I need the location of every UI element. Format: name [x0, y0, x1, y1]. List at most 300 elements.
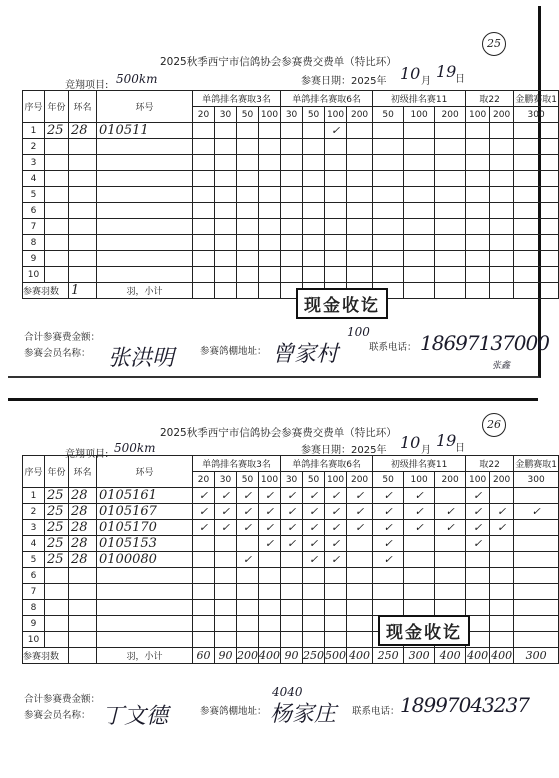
group-header: 取22	[466, 91, 514, 107]
table-row	[23, 123, 559, 139]
entry-checkmark	[237, 568, 259, 584]
entry-checkmark	[514, 568, 559, 584]
project-label: 竞翔项目:	[65, 80, 109, 91]
count-value	[69, 648, 97, 664]
entry-checkmark	[237, 203, 259, 219]
row-prefix	[69, 171, 97, 187]
amount-header: 30	[281, 107, 303, 123]
entry-checkmark	[514, 155, 559, 171]
entry-checkmark	[404, 235, 435, 251]
group-header: 单鸽排名赛取6名	[281, 91, 373, 107]
entry-checkmark	[514, 187, 559, 203]
entry-checkmark	[281, 155, 303, 171]
subtotal-value: 300	[514, 648, 559, 664]
entry-checkmark	[193, 139, 215, 155]
entry-checkmark: ✓	[466, 536, 490, 552]
table-row	[23, 632, 559, 648]
entry-checkmark: ✓	[435, 520, 466, 536]
entry-checkmark	[303, 203, 325, 219]
entry-checkmark	[466, 584, 490, 600]
row-no: 4	[23, 171, 45, 187]
entry-checkmark	[466, 171, 490, 187]
entry-checkmark	[215, 187, 237, 203]
entry-checkmark: ✓	[193, 488, 215, 504]
entry-checkmark	[259, 139, 281, 155]
col-header-ring-no: 环号	[97, 456, 193, 488]
table-row	[23, 584, 559, 600]
entry-checkmark	[435, 123, 466, 139]
subtotal-value	[404, 283, 435, 299]
entry-checkmark	[303, 251, 325, 267]
entry-checkmark	[435, 536, 466, 552]
row-year: 25	[45, 488, 69, 504]
subtotal-value: 90	[215, 648, 237, 664]
entry-checkmark	[215, 139, 237, 155]
entry-checkmark: ✓	[237, 504, 259, 520]
entry-checkmark	[347, 155, 373, 171]
entry-checkmark	[435, 568, 466, 584]
entry-checkmark	[490, 267, 514, 283]
entry-checkmark	[347, 552, 373, 568]
entry-checkmark	[435, 171, 466, 187]
row-ring	[97, 219, 193, 235]
entry-checkmark	[215, 123, 237, 139]
amount-header: 100	[259, 107, 281, 123]
member-label: 参赛会员名称：	[24, 710, 91, 721]
entry-checkmark	[215, 568, 237, 584]
entry-checkmark	[347, 187, 373, 203]
subtotal-value: 90	[281, 648, 303, 664]
row-prefix	[69, 632, 97, 648]
entry-checkmark	[466, 155, 490, 171]
entry-checkmark: ✓	[347, 504, 373, 520]
entry-checkmark	[466, 187, 490, 203]
entry-checkmark	[259, 203, 281, 219]
entry-checkmark	[490, 155, 514, 171]
entry-checkmark	[514, 520, 559, 536]
entry-checkmark	[404, 203, 435, 219]
entry-checkmark	[404, 219, 435, 235]
row-ring	[97, 155, 193, 171]
row-year	[45, 235, 69, 251]
entry-checkmark	[347, 616, 373, 632]
amount-header: 300	[514, 472, 559, 488]
entry-checkmark	[303, 155, 325, 171]
entry-checkmark	[373, 139, 404, 155]
entry-checkmark	[215, 155, 237, 171]
row-no: 9	[23, 251, 45, 267]
fee-form-1	[8, 6, 557, 378]
group-header: 金鹏赛取1	[514, 91, 559, 107]
amount-header: 20	[193, 107, 215, 123]
entry-checkmark	[373, 600, 404, 616]
entry-checkmark	[325, 219, 347, 235]
entry-checkmark	[259, 552, 281, 568]
subtotal-value: 200	[237, 649, 258, 662]
row-year: 25	[45, 552, 69, 568]
total-label: 合计参赛费金额：	[24, 332, 101, 343]
entry-checkmark: ✓	[259, 520, 281, 536]
row-no: 6	[23, 203, 45, 219]
row-ring	[97, 616, 193, 632]
subtotal-value: 400	[467, 649, 489, 662]
header-row	[23, 456, 559, 472]
entry-checkmark	[514, 203, 559, 219]
amount-header: 100	[404, 472, 435, 488]
entry-checkmark: ✓	[347, 488, 373, 504]
table-row	[23, 568, 559, 584]
entry-checkmark	[193, 251, 215, 267]
entry-checkmark: ✓	[303, 520, 325, 536]
phone-value: 18697137000	[420, 331, 549, 355]
entry-checkmark	[281, 139, 303, 155]
entry-checkmark	[303, 123, 325, 139]
row-prefix	[69, 155, 97, 171]
amount-header: 200	[347, 472, 373, 488]
entry-checkmark	[215, 203, 237, 219]
entry-checkmark: ✓	[193, 504, 215, 520]
group-header: 单鸽排名赛取6名	[281, 456, 373, 472]
entry-checkmark	[514, 235, 559, 251]
entry-checkmark	[373, 235, 404, 251]
entry-checkmark	[404, 123, 435, 139]
entry-checkmark	[347, 568, 373, 584]
date-month: 10	[400, 433, 421, 452]
entry-checkmark	[404, 568, 435, 584]
entry-checkmark	[325, 584, 347, 600]
entry-checkmark	[237, 139, 259, 155]
col-header-year: 年份	[45, 91, 69, 123]
entry-checkmark	[435, 155, 466, 171]
row-year	[45, 171, 69, 187]
entry-checkmark	[435, 600, 466, 616]
entry-checkmark	[435, 235, 466, 251]
entry-checkmark	[466, 552, 490, 568]
entry-checkmark	[325, 203, 347, 219]
entry-checkmark: ✓	[215, 488, 237, 504]
amount-header: 30	[215, 472, 237, 488]
row-prefix	[69, 251, 97, 267]
entry-checkmark	[404, 187, 435, 203]
row-year: 25	[45, 123, 69, 139]
entry-checkmark	[490, 552, 514, 568]
amount-header: 300	[514, 107, 559, 123]
row-ring: 0105170	[97, 520, 193, 536]
entry-checkmark	[514, 616, 559, 632]
row-year: 25	[45, 520, 69, 536]
loft-label: 参赛鸽棚地址：	[200, 346, 267, 357]
entry-checkmark: ✓	[303, 504, 325, 520]
group-header: 初级排名赛11	[373, 91, 466, 107]
table-row	[23, 520, 559, 536]
entry-checkmark	[490, 123, 514, 139]
entry-checkmark: ✓	[373, 504, 404, 520]
entry-checkmark: ✓	[435, 504, 466, 520]
entry-checkmark	[347, 139, 373, 155]
entry-checkmark	[259, 123, 281, 139]
fee-table	[22, 90, 559, 299]
entry-checkmark	[215, 267, 237, 283]
entry-checkmark	[347, 235, 373, 251]
entry-checkmark	[193, 536, 215, 552]
subtotal-value: 250	[303, 649, 325, 662]
entry-checkmark	[281, 123, 303, 139]
entry-checkmark	[281, 584, 303, 600]
row-year	[45, 600, 69, 616]
entry-checkmark	[404, 267, 435, 283]
entry-checkmark	[325, 616, 347, 632]
row-year	[45, 616, 69, 632]
row-no: 1	[23, 123, 45, 139]
entry-checkmark	[490, 584, 514, 600]
entry-checkmark: ✓	[281, 536, 303, 552]
entry-checkmark	[325, 267, 347, 283]
entry-checkmark: ✓	[325, 488, 347, 504]
amount-header: 50	[373, 107, 404, 123]
entry-checkmark	[404, 251, 435, 267]
entry-checkmark	[373, 203, 404, 219]
entry-checkmark	[466, 235, 490, 251]
member-value: 丁文德	[102, 704, 169, 729]
entry-checkmark	[215, 600, 237, 616]
entry-checkmark: ✓	[237, 552, 259, 568]
entry-checkmark	[237, 584, 259, 600]
entry-checkmark	[193, 267, 215, 283]
row-ring	[97, 584, 193, 600]
entry-checkmark	[435, 584, 466, 600]
row-prefix	[69, 203, 97, 219]
row-ring: 0105161	[97, 488, 193, 504]
table-row	[23, 504, 559, 520]
entry-checkmark	[325, 187, 347, 203]
row-no: 7	[23, 219, 45, 235]
row-prefix	[69, 219, 97, 235]
entry-checkmark: ✓	[215, 504, 237, 520]
entry-checkmark	[404, 155, 435, 171]
entry-checkmark: ✓	[490, 504, 514, 520]
entry-checkmark	[435, 203, 466, 219]
entry-checkmark: ✓	[325, 536, 347, 552]
entry-checkmark	[466, 123, 490, 139]
entry-checkmark	[514, 552, 559, 568]
entry-checkmark	[237, 600, 259, 616]
amount-header: 100	[325, 107, 347, 123]
entry-checkmark	[259, 632, 281, 648]
entry-checkmark	[281, 235, 303, 251]
subtotal-value	[514, 283, 559, 299]
subtotal-value: 300	[404, 648, 435, 664]
amount-header: 50	[303, 472, 325, 488]
entry-checkmark: ✓	[325, 123, 347, 139]
entry-checkmark	[373, 171, 404, 187]
table-row	[23, 267, 559, 283]
count-label: 参赛羽数	[23, 648, 69, 664]
date-day-label: 日	[455, 443, 465, 454]
form-title: 2025秋季西宁市信鸽协会参赛费交费单（特比环）	[160, 427, 397, 439]
subtotal-value: 400	[259, 649, 281, 662]
row-no: 6	[23, 568, 45, 584]
entry-checkmark	[281, 632, 303, 648]
row-ring	[97, 203, 193, 219]
row-no: 10	[23, 632, 45, 648]
row-no: 3	[23, 155, 45, 171]
subtotal-value: 500	[325, 649, 347, 662]
entry-checkmark	[325, 171, 347, 187]
row-prefix: 28	[69, 123, 97, 139]
count-unit: 羽，小计	[97, 648, 193, 664]
col-header-no: 序号	[23, 456, 45, 488]
row-year	[45, 584, 69, 600]
row-year	[45, 251, 69, 267]
entry-checkmark	[193, 187, 215, 203]
subtotal-value	[466, 283, 490, 299]
row-ring	[97, 632, 193, 648]
loft-value: 曾家村	[272, 342, 339, 367]
amount-header: 200	[347, 107, 373, 123]
entry-checkmark	[303, 267, 325, 283]
row-year	[45, 203, 69, 219]
entry-checkmark	[490, 139, 514, 155]
entry-checkmark	[435, 251, 466, 267]
entry-checkmark	[303, 139, 325, 155]
entry-checkmark: ✓	[404, 504, 435, 520]
entry-checkmark	[303, 171, 325, 187]
entry-checkmark	[281, 552, 303, 568]
entry-checkmark	[373, 568, 404, 584]
entry-checkmark: ✓	[215, 520, 237, 536]
entry-checkmark: ✓	[281, 488, 303, 504]
entry-checkmark: ✓	[193, 520, 215, 536]
entry-checkmark	[237, 123, 259, 139]
entry-checkmark: ✓	[325, 520, 347, 536]
entry-checkmark	[514, 171, 559, 187]
entry-checkmark: ✓	[259, 504, 281, 520]
date-month: 10	[400, 64, 421, 83]
entry-checkmark	[193, 203, 215, 219]
entry-checkmark: ✓	[325, 504, 347, 520]
member-value: 张洪明	[108, 346, 175, 371]
row-no: 9	[23, 616, 45, 632]
amount-header: 20	[193, 472, 215, 488]
entry-checkmark	[514, 267, 559, 283]
entry-checkmark	[281, 616, 303, 632]
entry-checkmark	[466, 251, 490, 267]
entry-checkmark	[281, 251, 303, 267]
subtotal-value	[259, 283, 281, 299]
entry-checkmark	[303, 235, 325, 251]
entry-checkmark	[237, 632, 259, 648]
table-row	[23, 219, 559, 235]
entry-checkmark	[435, 552, 466, 568]
entry-checkmark	[259, 616, 281, 632]
entry-checkmark	[404, 171, 435, 187]
subtotal-value: 60	[193, 648, 215, 664]
entry-checkmark	[514, 123, 559, 139]
row-prefix: 28	[69, 536, 97, 552]
date-label: 参赛日期：2025年	[301, 76, 387, 87]
entry-checkmark	[325, 568, 347, 584]
entry-checkmark: ✓	[281, 520, 303, 536]
subtotal-row	[23, 648, 559, 664]
entry-checkmark: ✓	[373, 536, 404, 552]
amount-header: 200	[490, 472, 514, 488]
entry-checkmark: ✓	[303, 536, 325, 552]
entry-checkmark: ✓	[466, 504, 490, 520]
row-ring	[97, 251, 193, 267]
entry-checkmark	[237, 616, 259, 632]
row-ring: 0100080	[97, 552, 193, 568]
amount-header: 100	[325, 472, 347, 488]
count-value: 1	[69, 283, 97, 299]
entry-checkmark	[215, 584, 237, 600]
entry-checkmark	[237, 536, 259, 552]
entry-checkmark	[514, 536, 559, 552]
entry-checkmark	[193, 632, 215, 648]
subtotal-value	[193, 283, 215, 299]
entry-checkmark	[259, 584, 281, 600]
fee-table	[22, 455, 559, 664]
entry-checkmark	[215, 235, 237, 251]
subtotal-value	[237, 283, 259, 299]
row-no: 2	[23, 504, 45, 520]
amount-header: 100	[466, 472, 490, 488]
entry-checkmark	[490, 219, 514, 235]
entry-checkmark: ✓	[281, 504, 303, 520]
entry-checkmark	[490, 488, 514, 504]
entry-checkmark	[490, 171, 514, 187]
entry-checkmark	[435, 488, 466, 504]
entry-checkmark	[373, 584, 404, 600]
row-prefix	[69, 267, 97, 283]
row-ring	[97, 171, 193, 187]
table-row	[23, 488, 559, 504]
entry-checkmark	[347, 536, 373, 552]
entry-checkmark: ✓	[404, 520, 435, 536]
entry-checkmark	[281, 219, 303, 235]
group-header: 初级排名赛11	[373, 456, 466, 472]
row-ring	[97, 600, 193, 616]
entry-checkmark	[404, 552, 435, 568]
entry-checkmark	[193, 171, 215, 187]
entry-checkmark	[347, 219, 373, 235]
header-row	[23, 91, 559, 107]
row-year	[45, 155, 69, 171]
row-ring	[97, 139, 193, 155]
group-header: 单鸽排名赛取3名	[193, 456, 281, 472]
entry-checkmark	[347, 632, 373, 648]
entry-checkmark	[490, 632, 514, 648]
entry-checkmark	[514, 632, 559, 648]
row-prefix: 28	[69, 552, 97, 568]
project-value: 500km	[116, 72, 158, 86]
entry-checkmark	[373, 155, 404, 171]
entry-checkmark	[237, 219, 259, 235]
subtotal-value	[435, 283, 466, 299]
entry-checkmark	[490, 251, 514, 267]
entry-checkmark	[347, 584, 373, 600]
entry-checkmark	[514, 219, 559, 235]
total-value: 4040	[272, 685, 303, 699]
amount-header: 50	[237, 472, 259, 488]
entry-checkmark	[259, 251, 281, 267]
entry-checkmark: ✓	[259, 536, 281, 552]
row-ring	[97, 267, 193, 283]
entry-checkmark	[514, 584, 559, 600]
table-row	[23, 171, 559, 187]
entry-checkmark	[466, 139, 490, 155]
count-label: 参赛羽数	[23, 283, 69, 299]
entry-checkmark	[490, 616, 514, 632]
